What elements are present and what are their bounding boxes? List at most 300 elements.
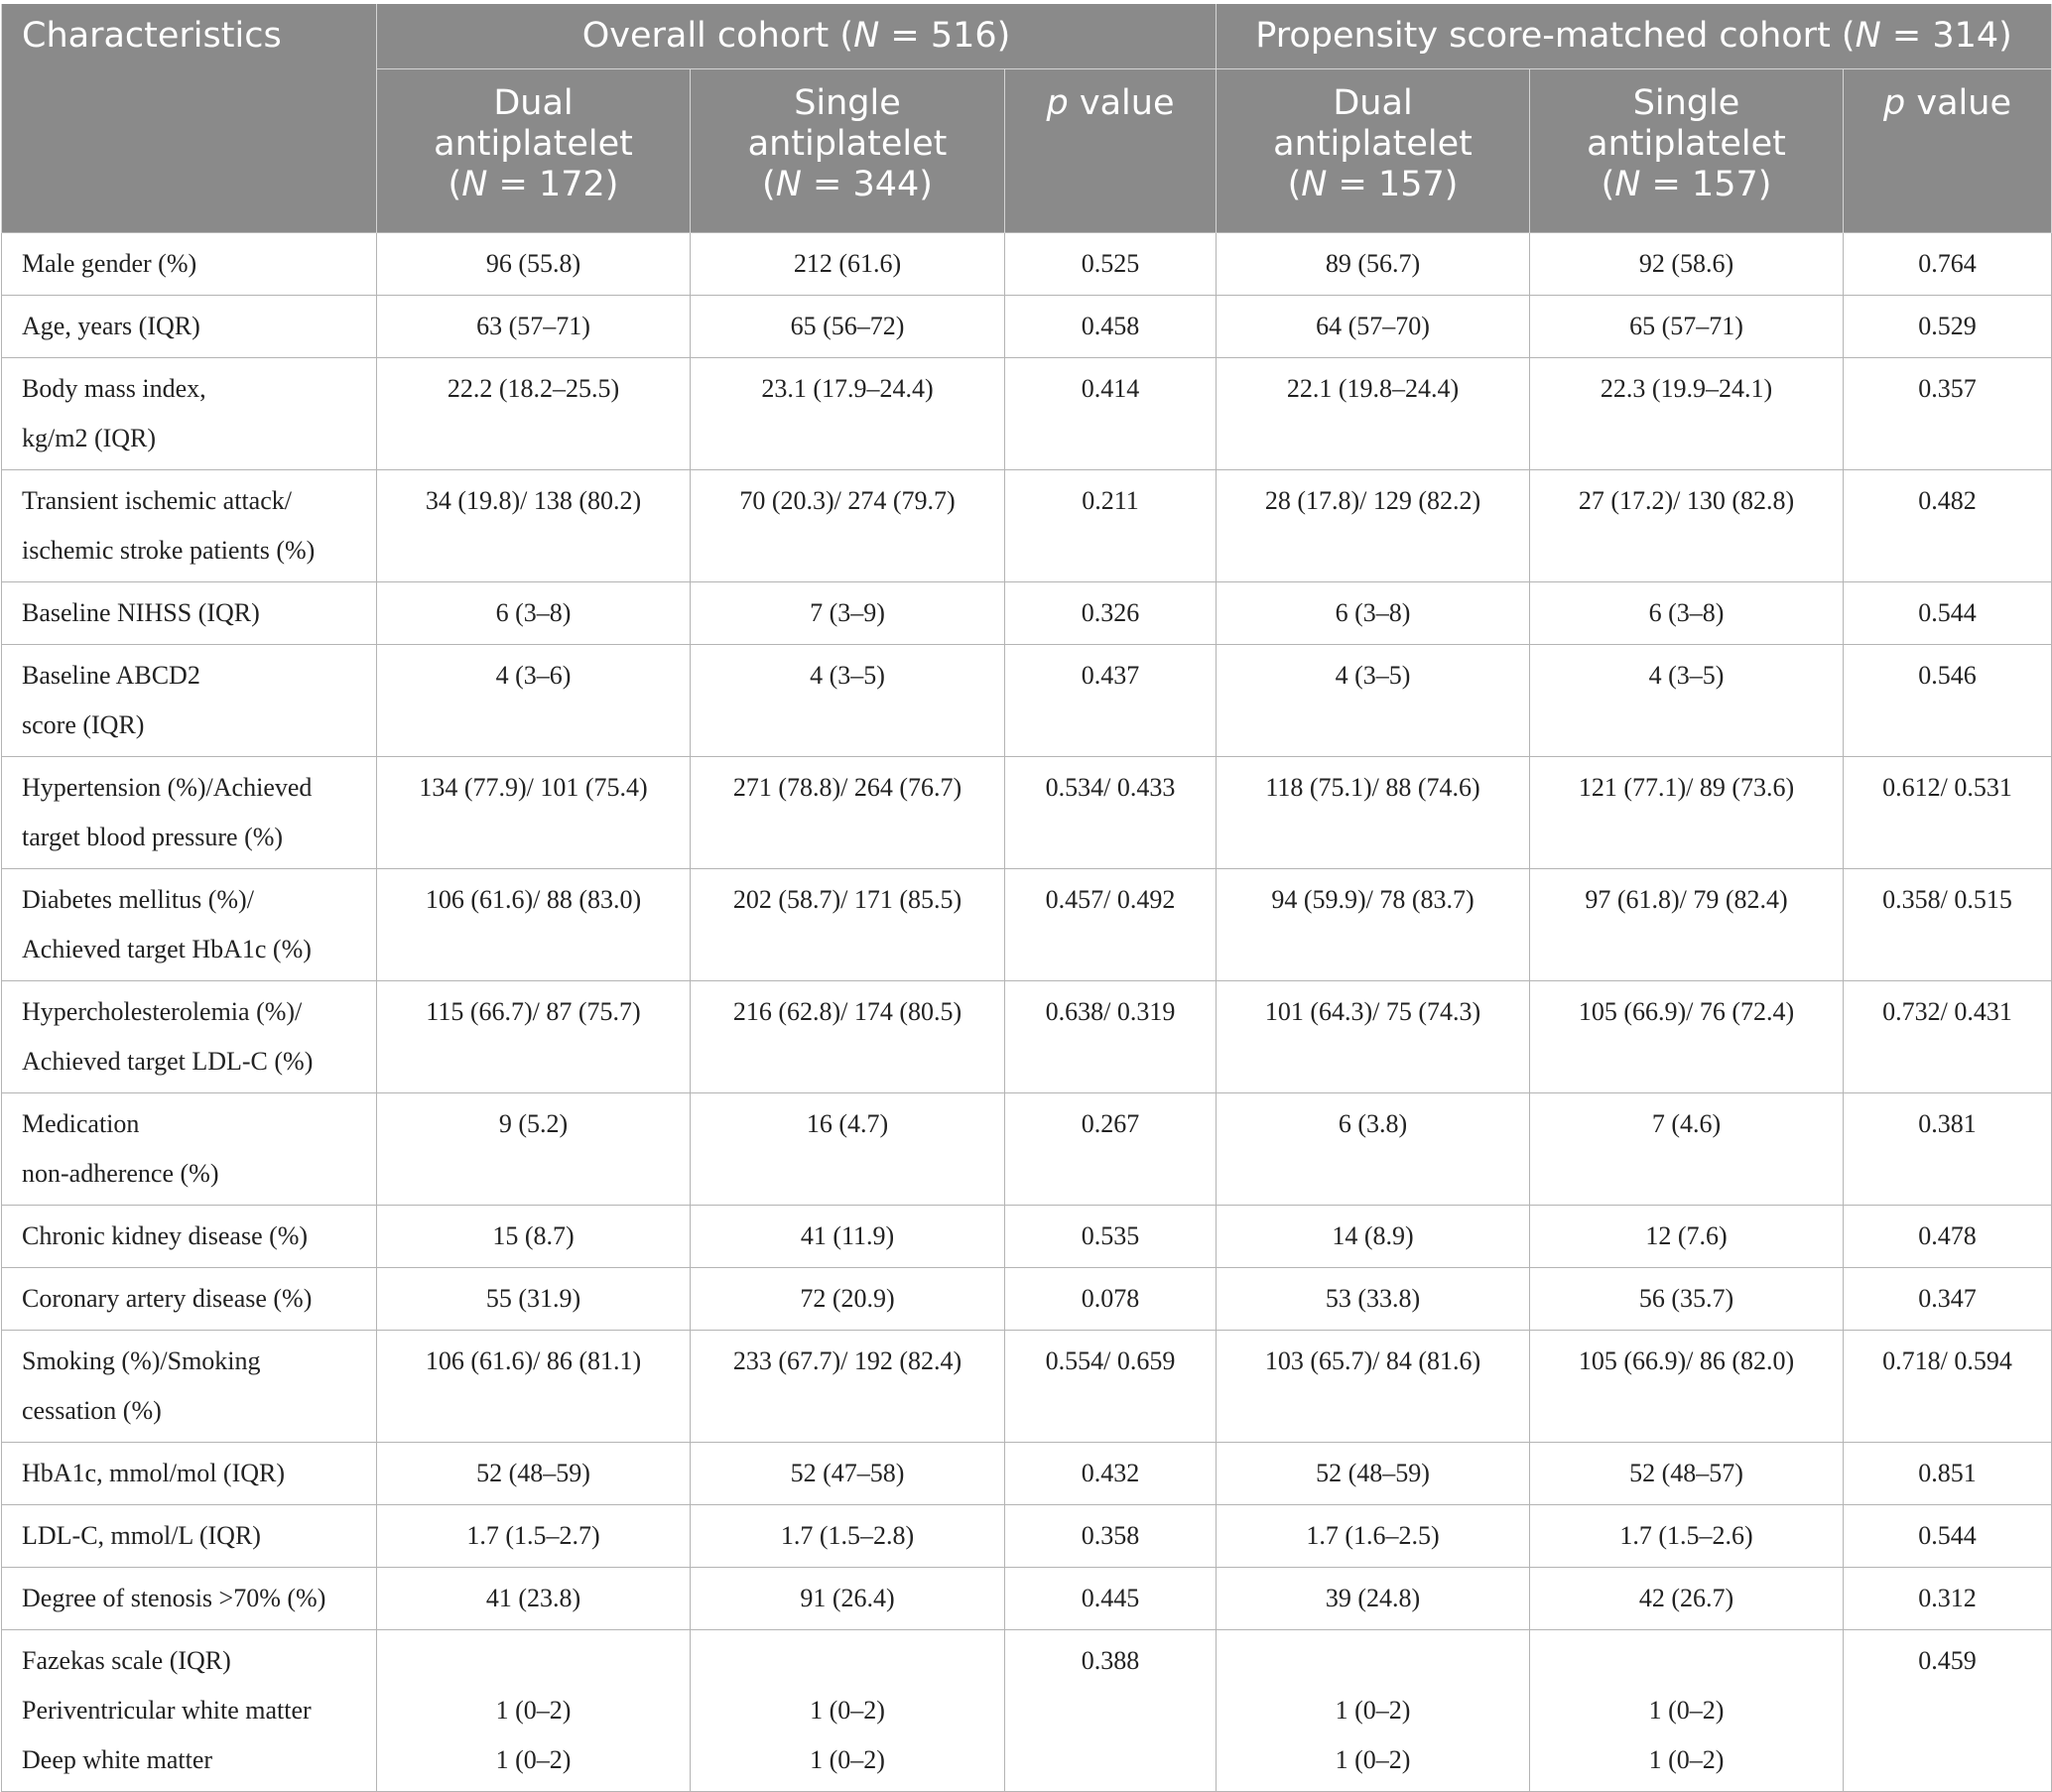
- table-cell: [377, 1568, 691, 1630]
- row-label: [2, 645, 377, 757]
- table-cell: [377, 1443, 691, 1505]
- row-label: [2, 1093, 377, 1206]
- table-cell: [1530, 1331, 1844, 1443]
- cell-value: 4 (3–5): [1335, 661, 1411, 690]
- table-cell: [1530, 981, 1844, 1093]
- table-row: [2, 1568, 2052, 1630]
- cell-value: 0.326: [1081, 598, 1140, 627]
- table-cell: [1005, 1331, 1217, 1443]
- cell-value: 15 (8.7): [492, 1221, 575, 1250]
- cell-value: 65 (57–71): [1629, 312, 1743, 340]
- table-cell: [1217, 645, 1530, 757]
- table-cell: [1530, 470, 1844, 582]
- table-cell: [377, 582, 691, 645]
- table-cell: [1844, 1505, 2052, 1568]
- cell-value: 1 (0–2): [1335, 1745, 1411, 1774]
- cell-value: 16 (4.7): [806, 1109, 889, 1138]
- table-row: [2, 1443, 2052, 1505]
- table-cell: [1530, 1093, 1844, 1206]
- cell-value: 202 (58.7)/ 171 (85.5): [732, 885, 962, 914]
- table-cell: [1530, 358, 1844, 470]
- table-cell: [1217, 981, 1530, 1093]
- fazekas-subrow-label: Periventricular white matter: [22, 1696, 312, 1725]
- cell-value: 0.544: [1918, 598, 1977, 627]
- header-psm-cohort: [1217, 4, 2052, 69]
- row-label: [2, 296, 377, 358]
- table-cell: [1217, 1206, 1530, 1268]
- row-label-line: Baseline NIHSS (IQR): [22, 598, 260, 627]
- cell-value: 0.546: [1918, 661, 1977, 690]
- cell-value: 106 (61.6)/ 88 (83.0): [425, 885, 642, 914]
- header-psm-n: N: [1855, 16, 1881, 56]
- row-label: [2, 1268, 377, 1331]
- cell-value: 70 (20.3)/ 274 (79.7): [739, 486, 956, 515]
- table-cell: [1530, 645, 1844, 757]
- cell-spacer: [699, 1636, 996, 1686]
- table-cell: [1217, 1568, 1530, 1630]
- cell-value: 0.211: [1082, 486, 1139, 515]
- cell-value: 115 (66.7)/ 87 (75.7): [426, 997, 641, 1026]
- table-cell: [691, 981, 1005, 1093]
- cell-value: 6 (3–8): [495, 598, 572, 627]
- table-cell: [1530, 1268, 1844, 1331]
- cell-value: 52 (48–57): [1629, 1459, 1743, 1487]
- table-cell: [1217, 296, 1530, 358]
- table-cell: [691, 869, 1005, 981]
- cell-value: 52 (48–59): [476, 1459, 590, 1487]
- row-label-line: score (IQR): [22, 710, 145, 739]
- header-p-word: value: [1068, 83, 1175, 123]
- table-cell: [1844, 869, 2052, 981]
- cell-value: 41 (11.9): [800, 1221, 895, 1250]
- cell-value: 34 (19.8)/ 138 (80.2): [425, 486, 642, 515]
- header-p-letter: p: [1046, 83, 1069, 123]
- cell-value: 65 (56–72): [790, 312, 905, 340]
- table-cell: [1005, 1093, 1217, 1206]
- table-cell: [1005, 582, 1217, 645]
- table-cell-p: [1844, 1630, 2052, 1792]
- cell-value: 9 (5.2): [498, 1109, 569, 1138]
- cell-value: 101 (64.3)/ 75 (74.3): [1264, 997, 1481, 1026]
- header-overall-suffix: = 516): [879, 16, 1011, 56]
- cell-value: 4 (3–5): [810, 661, 885, 690]
- table-cell: [377, 869, 691, 981]
- table-row: [2, 470, 2052, 582]
- table-row: [2, 1206, 2052, 1268]
- table-row: [2, 645, 2052, 757]
- cell-value: 1 (0–2): [495, 1745, 572, 1774]
- header-treatment-n: (N = 157): [1287, 165, 1459, 204]
- table-cell: [691, 1505, 1005, 1568]
- table-cell: [377, 981, 691, 1093]
- header-treatment-line2: antiplatelet: [1273, 124, 1473, 164]
- table-cell: [1005, 869, 1217, 981]
- row-label: [2, 470, 377, 582]
- row-label-line: Degree of stenosis >70% (%): [22, 1584, 326, 1612]
- row-label-line: target blood pressure (%): [22, 823, 284, 851]
- cell-value: 52 (48–59): [1316, 1459, 1430, 1487]
- cell-value: 1 (0–2): [1648, 1696, 1725, 1725]
- table-row: [2, 1093, 2052, 1206]
- table-cell: [1530, 233, 1844, 296]
- table-cell: [691, 1331, 1005, 1443]
- cell-value: 134 (77.9)/ 101 (75.4): [419, 773, 648, 802]
- table-cell: [1217, 1093, 1530, 1206]
- row-label: [2, 1206, 377, 1268]
- cell-value: 0.525: [1081, 249, 1140, 278]
- cell-value: 118 (75.1)/ 88 (74.6): [1265, 773, 1480, 802]
- cell-value: 63 (57–71): [476, 312, 590, 340]
- table-cell: [377, 1093, 691, 1206]
- header-p-letter: p: [1883, 83, 1906, 123]
- table-cell: [1005, 1505, 1217, 1568]
- cell-value: 1 (0–2): [810, 1745, 885, 1774]
- header-treatment-line1: Dual: [1333, 83, 1413, 123]
- cell-value: 1 (0–2): [810, 1696, 885, 1725]
- cell-value: 1.7 (1.6–2.5): [1306, 1521, 1440, 1550]
- row-label-line: Male gender (%): [22, 249, 197, 278]
- cell-value: 0.457/ 0.492: [1045, 885, 1176, 914]
- cell-value: 7 (3–9): [810, 598, 885, 627]
- cell-value: 0.764: [1918, 249, 1977, 278]
- row-label-line: Baseline ABCD2: [22, 661, 200, 690]
- table-row: [2, 869, 2052, 981]
- table-cell: [1005, 645, 1217, 757]
- cell-value: 52 (47–58): [790, 1459, 905, 1487]
- row-label-line: Chronic kidney disease (%): [22, 1221, 309, 1250]
- table-cell: [691, 1443, 1005, 1505]
- table-cell: [1005, 1568, 1217, 1630]
- header-n-letter: N: [1614, 165, 1641, 204]
- cell-value: 22.3 (19.9–24.1): [1600, 374, 1773, 403]
- cell-value: 105 (66.9)/ 76 (72.4): [1578, 997, 1795, 1026]
- cell-value: 121 (77.1)/ 89 (73.6): [1578, 773, 1795, 802]
- header-overall-prefix: Overall cohort (: [581, 16, 854, 56]
- table-cell: [1844, 582, 2052, 645]
- table-cell: [691, 757, 1005, 869]
- table-row: [2, 1268, 2052, 1331]
- table-cell: [377, 1505, 691, 1568]
- header-treatment-n: (N = 157): [1601, 165, 1772, 204]
- table-cell: [1530, 296, 1844, 358]
- table-cell: [1530, 582, 1844, 645]
- header-treatment-n: (N = 344): [762, 165, 933, 204]
- cell-value: 0.437: [1081, 661, 1140, 690]
- table-cell: [1217, 582, 1530, 645]
- header-p-word: value: [1905, 83, 2011, 123]
- table-cell: [691, 645, 1005, 757]
- cell-spacer: [1538, 1636, 1835, 1686]
- cell-value: 0.267: [1081, 1109, 1140, 1138]
- cell-value: 0.432: [1081, 1459, 1140, 1487]
- table-cell-p: [1005, 1630, 1217, 1792]
- cell-value: 0.732/ 0.431: [1882, 997, 2012, 1026]
- cell-value: 0.358/ 0.515: [1882, 885, 2012, 914]
- header-treatment-n: (N = 172): [448, 165, 619, 204]
- cell-value: 4 (3–5): [1648, 661, 1725, 690]
- cell-value: 0.459: [1918, 1646, 1977, 1675]
- header-treatment-4: [1530, 69, 1844, 233]
- cell-value: 27 (17.2)/ 130 (82.8): [1578, 486, 1795, 515]
- row-label: [2, 233, 377, 296]
- cell-value: 92 (58.6): [1638, 249, 1734, 278]
- table-body: [2, 233, 2052, 1792]
- cell-value: 106 (61.6)/ 86 (81.1): [425, 1346, 642, 1375]
- cell-value: 233 (67.7)/ 192 (82.4): [732, 1346, 962, 1375]
- row-label-line: Hypercholesterolemia (%)/: [22, 997, 303, 1026]
- cell-value: 97 (61.8)/ 79 (82.4): [1585, 885, 1788, 914]
- table-cell: [377, 358, 691, 470]
- header-treatment-line1: Dual: [493, 83, 574, 123]
- table-cell: [1217, 1443, 1530, 1505]
- cell-spacer: [1224, 1636, 1521, 1686]
- header-overall-cohort: [377, 4, 1217, 69]
- table-cell: [1530, 1568, 1844, 1630]
- cell-value: 0.535: [1081, 1221, 1140, 1250]
- table-cell: [1844, 1093, 2052, 1206]
- table-row: [2, 233, 2052, 296]
- table-row: [2, 296, 2052, 358]
- table-cell: [1005, 358, 1217, 470]
- cell-value: 22.1 (19.8–24.4): [1286, 374, 1460, 403]
- row-label: [2, 358, 377, 470]
- table-cell: [1217, 233, 1530, 296]
- table-cell: [1217, 1630, 1530, 1792]
- table-cell: [1844, 1206, 2052, 1268]
- cell-value: 0.078: [1081, 1284, 1140, 1313]
- row-label-line: Age, years (IQR): [22, 312, 200, 340]
- header-n-letter: N: [775, 165, 802, 204]
- table-cell: [1005, 1206, 1217, 1268]
- table-cell: [1530, 1630, 1844, 1792]
- table-cell: [1844, 296, 2052, 358]
- table-row: [2, 1331, 2052, 1443]
- table-cell: [1530, 757, 1844, 869]
- cell-value: 0.357: [1918, 374, 1977, 403]
- row-label-line: Diabetes mellitus (%)/: [22, 885, 254, 914]
- cell-value: 1 (0–2): [1335, 1696, 1411, 1725]
- cell-value: 1.7 (1.5–2.6): [1619, 1521, 1753, 1550]
- table-row-fazekas: [2, 1630, 2052, 1792]
- table-cell: [1844, 645, 2052, 757]
- table-cell: [691, 296, 1005, 358]
- cell-value: 1.7 (1.5–2.7): [466, 1521, 600, 1550]
- row-label-line: ischemic stroke patients (%): [22, 536, 316, 565]
- cell-value: 0.718/ 0.594: [1882, 1346, 2012, 1375]
- header-psm-suffix: = 314): [1880, 16, 2012, 56]
- row-label: [2, 1331, 377, 1443]
- cell-value: 103 (65.7)/ 84 (81.6): [1264, 1346, 1481, 1375]
- cell-value: 0.554/ 0.659: [1045, 1346, 1176, 1375]
- table-cell: [691, 233, 1005, 296]
- header-treatment-line1: Single: [1632, 83, 1740, 123]
- table-cell: [377, 1268, 691, 1331]
- row-label-line: Body mass index,: [22, 374, 206, 403]
- cell-value: 53 (33.8): [1325, 1284, 1421, 1313]
- cell-value: 7 (4.6): [1651, 1109, 1722, 1138]
- table-cell: [1217, 1331, 1530, 1443]
- table-cell: [1005, 1268, 1217, 1331]
- cell-value: 0.458: [1081, 312, 1140, 340]
- cell-value: 0.851: [1918, 1459, 1977, 1487]
- cell-value: 41 (23.8): [485, 1584, 581, 1612]
- table-cell: [1530, 1443, 1844, 1505]
- row-label: [2, 1630, 377, 1792]
- header-treatment-line2: antiplatelet: [747, 124, 948, 164]
- fazekas-subrow-label: Deep white matter: [22, 1745, 213, 1774]
- cell-value: 0.478: [1918, 1221, 1977, 1250]
- header-treatment-3: [1217, 69, 1530, 233]
- table-cell: [377, 757, 691, 869]
- table-cell: [377, 1331, 691, 1443]
- cell-value: 94 (59.9)/ 78 (83.7): [1271, 885, 1475, 914]
- table-cell: [691, 582, 1005, 645]
- header-n-value: = 157): [1327, 165, 1459, 204]
- cell-value: 55 (31.9): [485, 1284, 581, 1313]
- row-label: [2, 582, 377, 645]
- characteristics-table: [1, 4, 2052, 1792]
- table-cell: [691, 1093, 1005, 1206]
- header-treatment-line1: Single: [794, 83, 901, 123]
- row-label-line: HbA1c, mmol/mol (IQR): [22, 1459, 286, 1487]
- table-cell: [1844, 358, 2052, 470]
- row-label-line: Smoking (%)/Smoking: [22, 1346, 261, 1375]
- table-cell: [377, 233, 691, 296]
- cell-value: 0.358: [1081, 1521, 1140, 1550]
- header-treatment-line2: antiplatelet: [1587, 124, 1786, 164]
- row-label: [2, 1505, 377, 1568]
- table-cell: [1530, 1505, 1844, 1568]
- table-cell: [1005, 470, 1217, 582]
- row-label: [2, 1443, 377, 1505]
- table-cell: [691, 1568, 1005, 1630]
- cell-value: 28 (17.8)/ 129 (82.2): [1264, 486, 1481, 515]
- header-n-letter: N: [461, 165, 488, 204]
- table-cell: [1844, 470, 2052, 582]
- cell-value: 89 (56.7): [1325, 249, 1421, 278]
- cell-spacer: [385, 1636, 682, 1686]
- table-cell: [1217, 470, 1530, 582]
- cell-value: 0.612/ 0.531: [1882, 773, 2012, 802]
- row-label-line: Hypertension (%)/Achieved: [22, 773, 313, 802]
- header-p-value-2: [1005, 69, 1217, 233]
- row-label-line: kg/m2 (IQR): [22, 424, 157, 452]
- table-header: [2, 4, 2052, 233]
- row-label-line: cessation (%): [22, 1396, 162, 1425]
- cell-value: 0.414: [1081, 374, 1140, 403]
- cell-value: 12 (7.6): [1645, 1221, 1728, 1250]
- row-label-line: Achieved target HbA1c (%): [22, 935, 312, 963]
- cell-value: 0.312: [1918, 1584, 1977, 1612]
- row-label-line: Coronary artery disease (%): [22, 1284, 313, 1313]
- header-treatment-0: [377, 69, 691, 233]
- table-row: [2, 981, 2052, 1093]
- table-cell: [1217, 869, 1530, 981]
- table-cell: [377, 1630, 691, 1792]
- cell-value: 105 (66.9)/ 86 (82.0): [1578, 1346, 1795, 1375]
- row-label: [2, 757, 377, 869]
- cell-value: 6 (3–8): [1648, 598, 1725, 627]
- row-label: [2, 1568, 377, 1630]
- cell-value: 271 (78.8)/ 264 (76.7): [732, 773, 962, 802]
- cell-value: 0.544: [1918, 1521, 1977, 1550]
- cell-value: 212 (61.6): [793, 249, 902, 278]
- cell-value: 1 (0–2): [495, 1696, 572, 1725]
- cell-value: 1 (0–2): [1648, 1745, 1725, 1774]
- cell-value: 39 (24.8): [1325, 1584, 1421, 1612]
- row-label-line: Transient ischemic attack/: [22, 486, 292, 515]
- header-n-value: = 157): [1640, 165, 1772, 204]
- table-cell: [1530, 869, 1844, 981]
- cell-value: 42 (26.7): [1638, 1584, 1734, 1612]
- cell-value: 0.534/ 0.433: [1045, 773, 1176, 802]
- cell-value: 6 (3.8): [1338, 1109, 1408, 1138]
- header-n-letter: N: [1301, 165, 1328, 204]
- table-cell: [1844, 233, 2052, 296]
- table-row: [2, 757, 2052, 869]
- table-cell: [1844, 981, 2052, 1093]
- table-cell: [1005, 296, 1217, 358]
- cell-value: 96 (55.8): [485, 249, 581, 278]
- header-characteristics: Characteristics: [2, 4, 377, 233]
- cell-value: 14 (8.9): [1332, 1221, 1414, 1250]
- table-cell: [1217, 1268, 1530, 1331]
- cell-value: 91 (26.4): [800, 1584, 895, 1612]
- row-label-line: Achieved target LDL-C (%): [22, 1047, 314, 1076]
- cell-value: 0.347: [1918, 1284, 1977, 1313]
- row-label: [2, 981, 377, 1093]
- table-cell: [1844, 1443, 2052, 1505]
- table-row: [2, 582, 2052, 645]
- table-cell: [377, 296, 691, 358]
- table-cell: [1844, 1568, 2052, 1630]
- header-p-value-5: [1844, 69, 2052, 233]
- row-label-line: Medication: [22, 1109, 140, 1138]
- table-row: [2, 358, 2052, 470]
- table-cell: [1217, 757, 1530, 869]
- table-cell: [691, 470, 1005, 582]
- row-label-line: LDL-C, mmol/L (IQR): [22, 1521, 261, 1550]
- table-cell: [1217, 358, 1530, 470]
- cell-value: 6 (3–8): [1335, 598, 1411, 627]
- header-row-groups: [2, 4, 2052, 69]
- cell-value: 0.381: [1918, 1109, 1977, 1138]
- table-cell: [691, 358, 1005, 470]
- cell-value: 22.2 (18.2–25.5): [447, 374, 620, 403]
- cell-value: 4 (3–6): [495, 661, 572, 690]
- header-psm-prefix: Propensity score-matched cohort (: [1255, 16, 1856, 56]
- header-overall-n: N: [853, 16, 880, 56]
- table-cell: [1217, 1505, 1530, 1568]
- table-cell: [1844, 757, 2052, 869]
- cell-value: 56 (35.7): [1638, 1284, 1734, 1313]
- table-cell: [1005, 981, 1217, 1093]
- table-cell: [691, 1268, 1005, 1331]
- cell-value: 64 (57–70): [1316, 312, 1430, 340]
- table-cell: [1005, 233, 1217, 296]
- table-cell: [1005, 757, 1217, 869]
- table-cell: [377, 645, 691, 757]
- table-cell: [691, 1206, 1005, 1268]
- table-cell: [1844, 1268, 2052, 1331]
- cell-value: 0.529: [1918, 312, 1977, 340]
- header-treatment-1: [691, 69, 1005, 233]
- cell-value: 216 (62.8)/ 174 (80.5): [732, 997, 962, 1026]
- row-label-line: non-adherence (%): [22, 1159, 219, 1188]
- cell-value: 0.445: [1081, 1584, 1140, 1612]
- table-row: [2, 1505, 2052, 1568]
- header-treatment-line2: antiplatelet: [434, 124, 633, 164]
